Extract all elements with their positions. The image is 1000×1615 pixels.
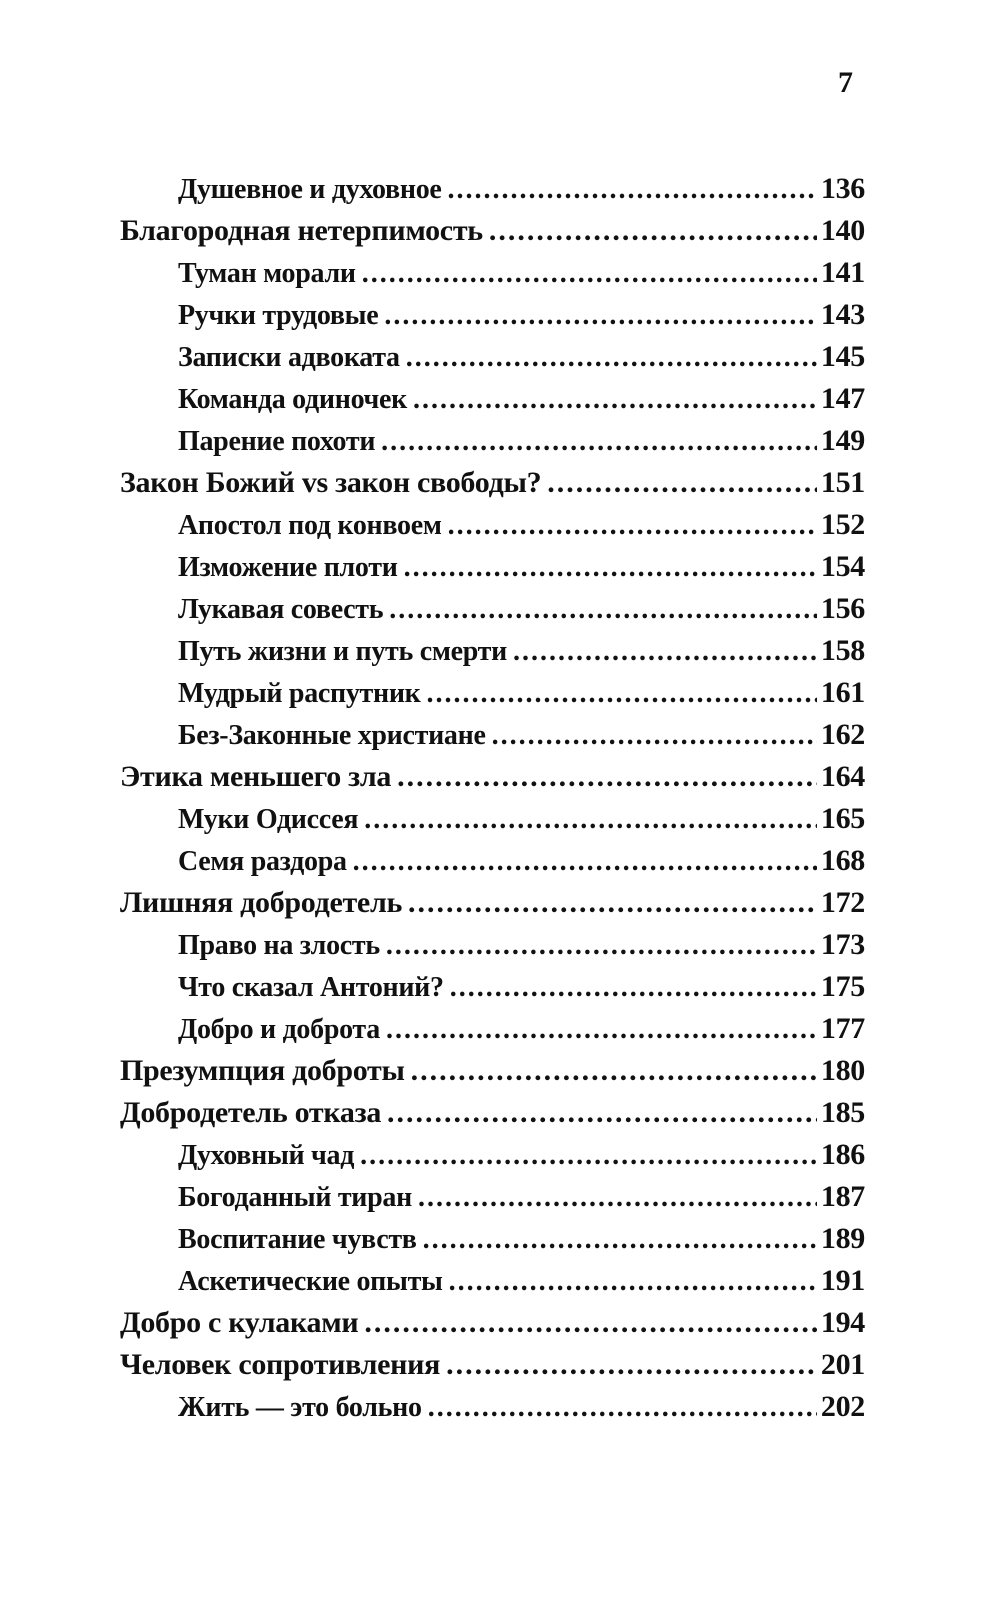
toc-entry-title: Духовный чад xyxy=(178,1140,355,1171)
toc-entry-page-number: 191 xyxy=(820,1264,865,1297)
toc-entry-title: Апостол под конвоем xyxy=(178,510,442,541)
toc-subentry xyxy=(120,508,865,550)
toc-entry-page-number: 189 xyxy=(820,1222,865,1255)
toc-entry-title: Аскетические опыты xyxy=(178,1266,443,1297)
toc-entry-page-number: 177 xyxy=(820,1012,865,1045)
toc-subentry xyxy=(120,676,865,718)
toc-entry-title: Путь жизни и путь смерти xyxy=(178,636,507,667)
toc-entry-title: Муки Одиссея xyxy=(178,804,359,835)
toc-entry-page-number: 143 xyxy=(820,298,865,331)
toc-dot-leader xyxy=(353,846,817,878)
toc-entry-title: Душевное и духовное xyxy=(178,174,442,205)
toc-subentry xyxy=(120,718,865,760)
toc-entry-page-number: 165 xyxy=(820,802,865,835)
toc-entry-title: Команда одиночек xyxy=(178,384,408,415)
toc-dot-leader xyxy=(418,1182,817,1214)
toc-entry-title: Этика меньшего зла xyxy=(120,760,392,793)
toc-entry-page-number: 172 xyxy=(820,886,865,919)
toc-chapter-entry xyxy=(120,1054,865,1096)
toc-entry-title: Богоданный тиран xyxy=(178,1182,412,1213)
toc-dot-leader xyxy=(364,804,817,836)
toc-chapter-entry xyxy=(120,1306,865,1348)
toc-entry-page-number: 141 xyxy=(820,256,865,289)
toc-entry-page-number: 161 xyxy=(820,676,865,709)
toc-entry-page-number: 156 xyxy=(820,592,865,625)
toc-subentry xyxy=(120,340,865,382)
toc-subentry xyxy=(120,592,865,634)
toc-entry-page-number: 186 xyxy=(820,1138,865,1171)
toc-entry-page-number: 175 xyxy=(820,970,865,1003)
toc-entry-title: Лишняя добродетель xyxy=(120,886,403,919)
toc-entry-page-number: 173 xyxy=(820,928,865,961)
toc-subentry xyxy=(120,928,865,970)
toc-entry-page-number: 194 xyxy=(820,1306,865,1339)
toc-subentry xyxy=(120,634,865,676)
toc-subentry xyxy=(120,1264,865,1306)
toc-subentry xyxy=(120,424,865,466)
toc-chapter-entry xyxy=(120,760,865,802)
toc-dot-leader xyxy=(397,760,817,794)
toc-entry-title: Презумпция доброты xyxy=(120,1054,405,1087)
toc-dot-leader xyxy=(492,720,817,752)
toc-entry-page-number: 140 xyxy=(820,214,865,247)
toc-dot-leader xyxy=(364,1306,817,1340)
toc-entry-page-number: 185 xyxy=(820,1096,865,1129)
toc-dot-leader xyxy=(387,1096,817,1130)
toc-dot-leader xyxy=(449,1266,817,1298)
toc-dot-leader xyxy=(411,1054,817,1088)
toc-dot-leader xyxy=(406,342,817,374)
toc-dot-leader xyxy=(381,426,817,458)
toc-entry-title: Записки адвоката xyxy=(178,342,400,373)
toc-entry-title: Закон Божий vs закон свободы? xyxy=(120,466,542,499)
toc-subentry xyxy=(120,256,865,298)
toc-entry-page-number: 162 xyxy=(820,718,865,751)
toc-entry-title: Ручки трудовые xyxy=(178,300,379,331)
toc-entry-page-number: 164 xyxy=(820,760,865,793)
toc-entry-page-number: 151 xyxy=(820,466,865,499)
toc-entry-title: Человек сопротивления xyxy=(120,1348,441,1381)
toc-entry-page-number: 145 xyxy=(820,340,865,373)
toc-dot-leader xyxy=(404,552,817,584)
toc-entry-page-number: 149 xyxy=(820,424,865,457)
toc-entry-title: Что сказал Антоний? xyxy=(178,972,444,1003)
page-number: 7 xyxy=(838,66,853,99)
toc-entry-page-number: 152 xyxy=(820,508,865,541)
toc-dot-leader xyxy=(384,300,817,332)
toc-entry-title: Без-Законные христиане xyxy=(178,720,486,751)
toc-dot-leader xyxy=(450,972,817,1004)
toc-subentry xyxy=(120,970,865,1012)
toc-entry-title: Добро и доброта xyxy=(178,1014,380,1045)
toc-entry-page-number: 202 xyxy=(820,1390,865,1423)
toc-entry-title: Семя раздора xyxy=(178,846,347,877)
toc-dot-leader xyxy=(427,678,817,710)
toc-entry-page-number: 147 xyxy=(820,382,865,415)
toc-subentry xyxy=(120,382,865,424)
toc-entry-page-number: 158 xyxy=(820,634,865,667)
toc-subentry xyxy=(120,844,865,886)
toc-dot-leader xyxy=(413,384,817,416)
toc-dot-leader xyxy=(386,1014,817,1046)
toc-entry-page-number: 180 xyxy=(820,1054,865,1087)
toc-dot-leader xyxy=(408,886,817,920)
toc-entry-title: Право на злость xyxy=(178,930,380,961)
toc-subentry xyxy=(120,1390,865,1432)
toc-entry-title: Лукавая совесть xyxy=(178,594,384,625)
toc-entry-page-number: 187 xyxy=(820,1180,865,1213)
toc-entry-title: Туман морали xyxy=(178,258,356,289)
toc-dot-leader xyxy=(360,1140,817,1172)
toc-chapter-entry xyxy=(120,214,865,256)
toc-subentry xyxy=(120,802,865,844)
toc-subentry xyxy=(120,1012,865,1054)
toc-entry-title: Добро с кулаками xyxy=(120,1306,359,1339)
toc-entry-title: Жить — это больно xyxy=(178,1392,422,1423)
toc-subentry xyxy=(120,1222,865,1264)
toc-dot-leader xyxy=(547,466,817,500)
toc-entry-title: Парение похоти xyxy=(178,426,376,457)
toc-dot-leader xyxy=(362,258,817,290)
toc-dot-leader xyxy=(448,174,817,206)
toc-dot-leader xyxy=(489,214,817,248)
toc-dot-leader xyxy=(446,1348,817,1382)
toc-entry-title: Благородная нетерпимость xyxy=(120,214,483,247)
toc-entry-page-number: 201 xyxy=(820,1348,865,1381)
toc-entry-page-number: 136 xyxy=(820,172,865,205)
toc-entry-title: Изможение плоти xyxy=(178,552,398,583)
toc-entry-title: Добродетель отказа xyxy=(120,1096,382,1129)
toc-subentry xyxy=(120,298,865,340)
toc-chapter-entry xyxy=(120,466,865,508)
toc-dot-leader xyxy=(423,1224,817,1256)
toc-subentry xyxy=(120,550,865,592)
toc-dot-leader xyxy=(448,510,817,542)
toc-subentry xyxy=(120,1180,865,1222)
toc-chapter-entry xyxy=(120,886,865,928)
toc-dot-leader xyxy=(513,636,817,668)
toc-subentry xyxy=(120,172,865,214)
toc-entry-title: Воспитание чувств xyxy=(178,1224,417,1255)
toc-entry-page-number: 168 xyxy=(820,844,865,877)
toc-subentry xyxy=(120,1138,865,1180)
toc-entry-title: Мудрый распутник xyxy=(178,678,421,709)
table-of-contents xyxy=(120,172,865,1432)
toc-dot-leader xyxy=(386,930,817,962)
toc-entry-page-number: 154 xyxy=(820,550,865,583)
toc-dot-leader xyxy=(389,594,817,626)
toc-chapter-entry xyxy=(120,1348,865,1390)
toc-chapter-entry xyxy=(120,1096,865,1138)
toc-dot-leader xyxy=(428,1392,817,1424)
